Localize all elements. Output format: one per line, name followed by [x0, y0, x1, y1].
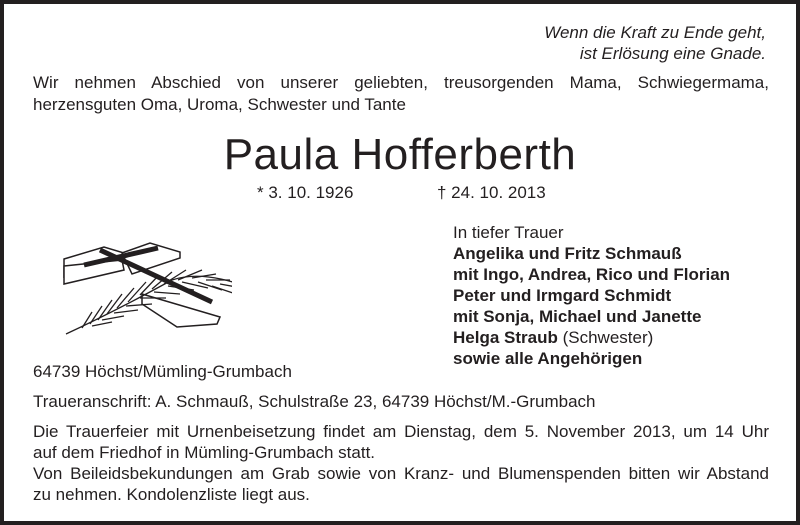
mourner-line: mit Sonja, Michael und Janette: [453, 307, 702, 326]
mourners-heading: In tiefer Trauer: [453, 223, 564, 242]
intro-line: Wir nehmen Abschied von unserer geliebten, treusorgenden Mama, Schwiegermama,: [33, 73, 769, 92]
mourners-closing: sowie alle Angehörigen: [453, 349, 643, 368]
mourner-line: Angelika und Fritz Schmauß: [453, 244, 682, 263]
birth-date: * 3. 10. 1926: [257, 183, 354, 202]
deceased-name: Paula Hofferberth: [223, 130, 577, 179]
place: 64739 Höchst/Mümling-Grumbach: [33, 362, 292, 381]
cross-palm-icon: [62, 242, 232, 337]
death-date: † 24. 10. 2013: [437, 183, 546, 202]
mourner-line: mit Ingo, Andrea, Rico und Florian: [453, 265, 731, 284]
intro-line: herzensguten Oma, Uroma, Schwester und Tante: [33, 95, 406, 114]
details-line: auf dem Friedhof in Mümling-Grumbach statt.: [33, 443, 376, 462]
mourning-address: Traueranschrift: A. Schmauß, Schulstraße 23, 64739 Höchst/M.-Grumbach: [33, 392, 596, 411]
motto-line: Wenn die Kraft zu Ende geht,: [544, 23, 766, 42]
details-line: zu nehmen. Kondolenzliste liegt aus.: [33, 485, 310, 504]
details-line: Die Trauerfeier mit Urnenbeisetzung findet am Dienstag, dem 5. November 2013, um 14 Uhr: [33, 422, 769, 441]
motto-line: ist Erlösung eine Gnade.: [579, 44, 766, 63]
mourner-line: Peter und Irmgard Schmidt: [453, 286, 672, 305]
relation-note: (Schwester): [562, 328, 654, 347]
mourner-name: Helga Straub: [453, 328, 558, 347]
details-line: Von Beileidsbekundungen am Grab sowie von Kranz- und Blumenspenden bitten wir Abstand: [33, 464, 769, 483]
mourner-line-with-note: [453, 327, 653, 348]
